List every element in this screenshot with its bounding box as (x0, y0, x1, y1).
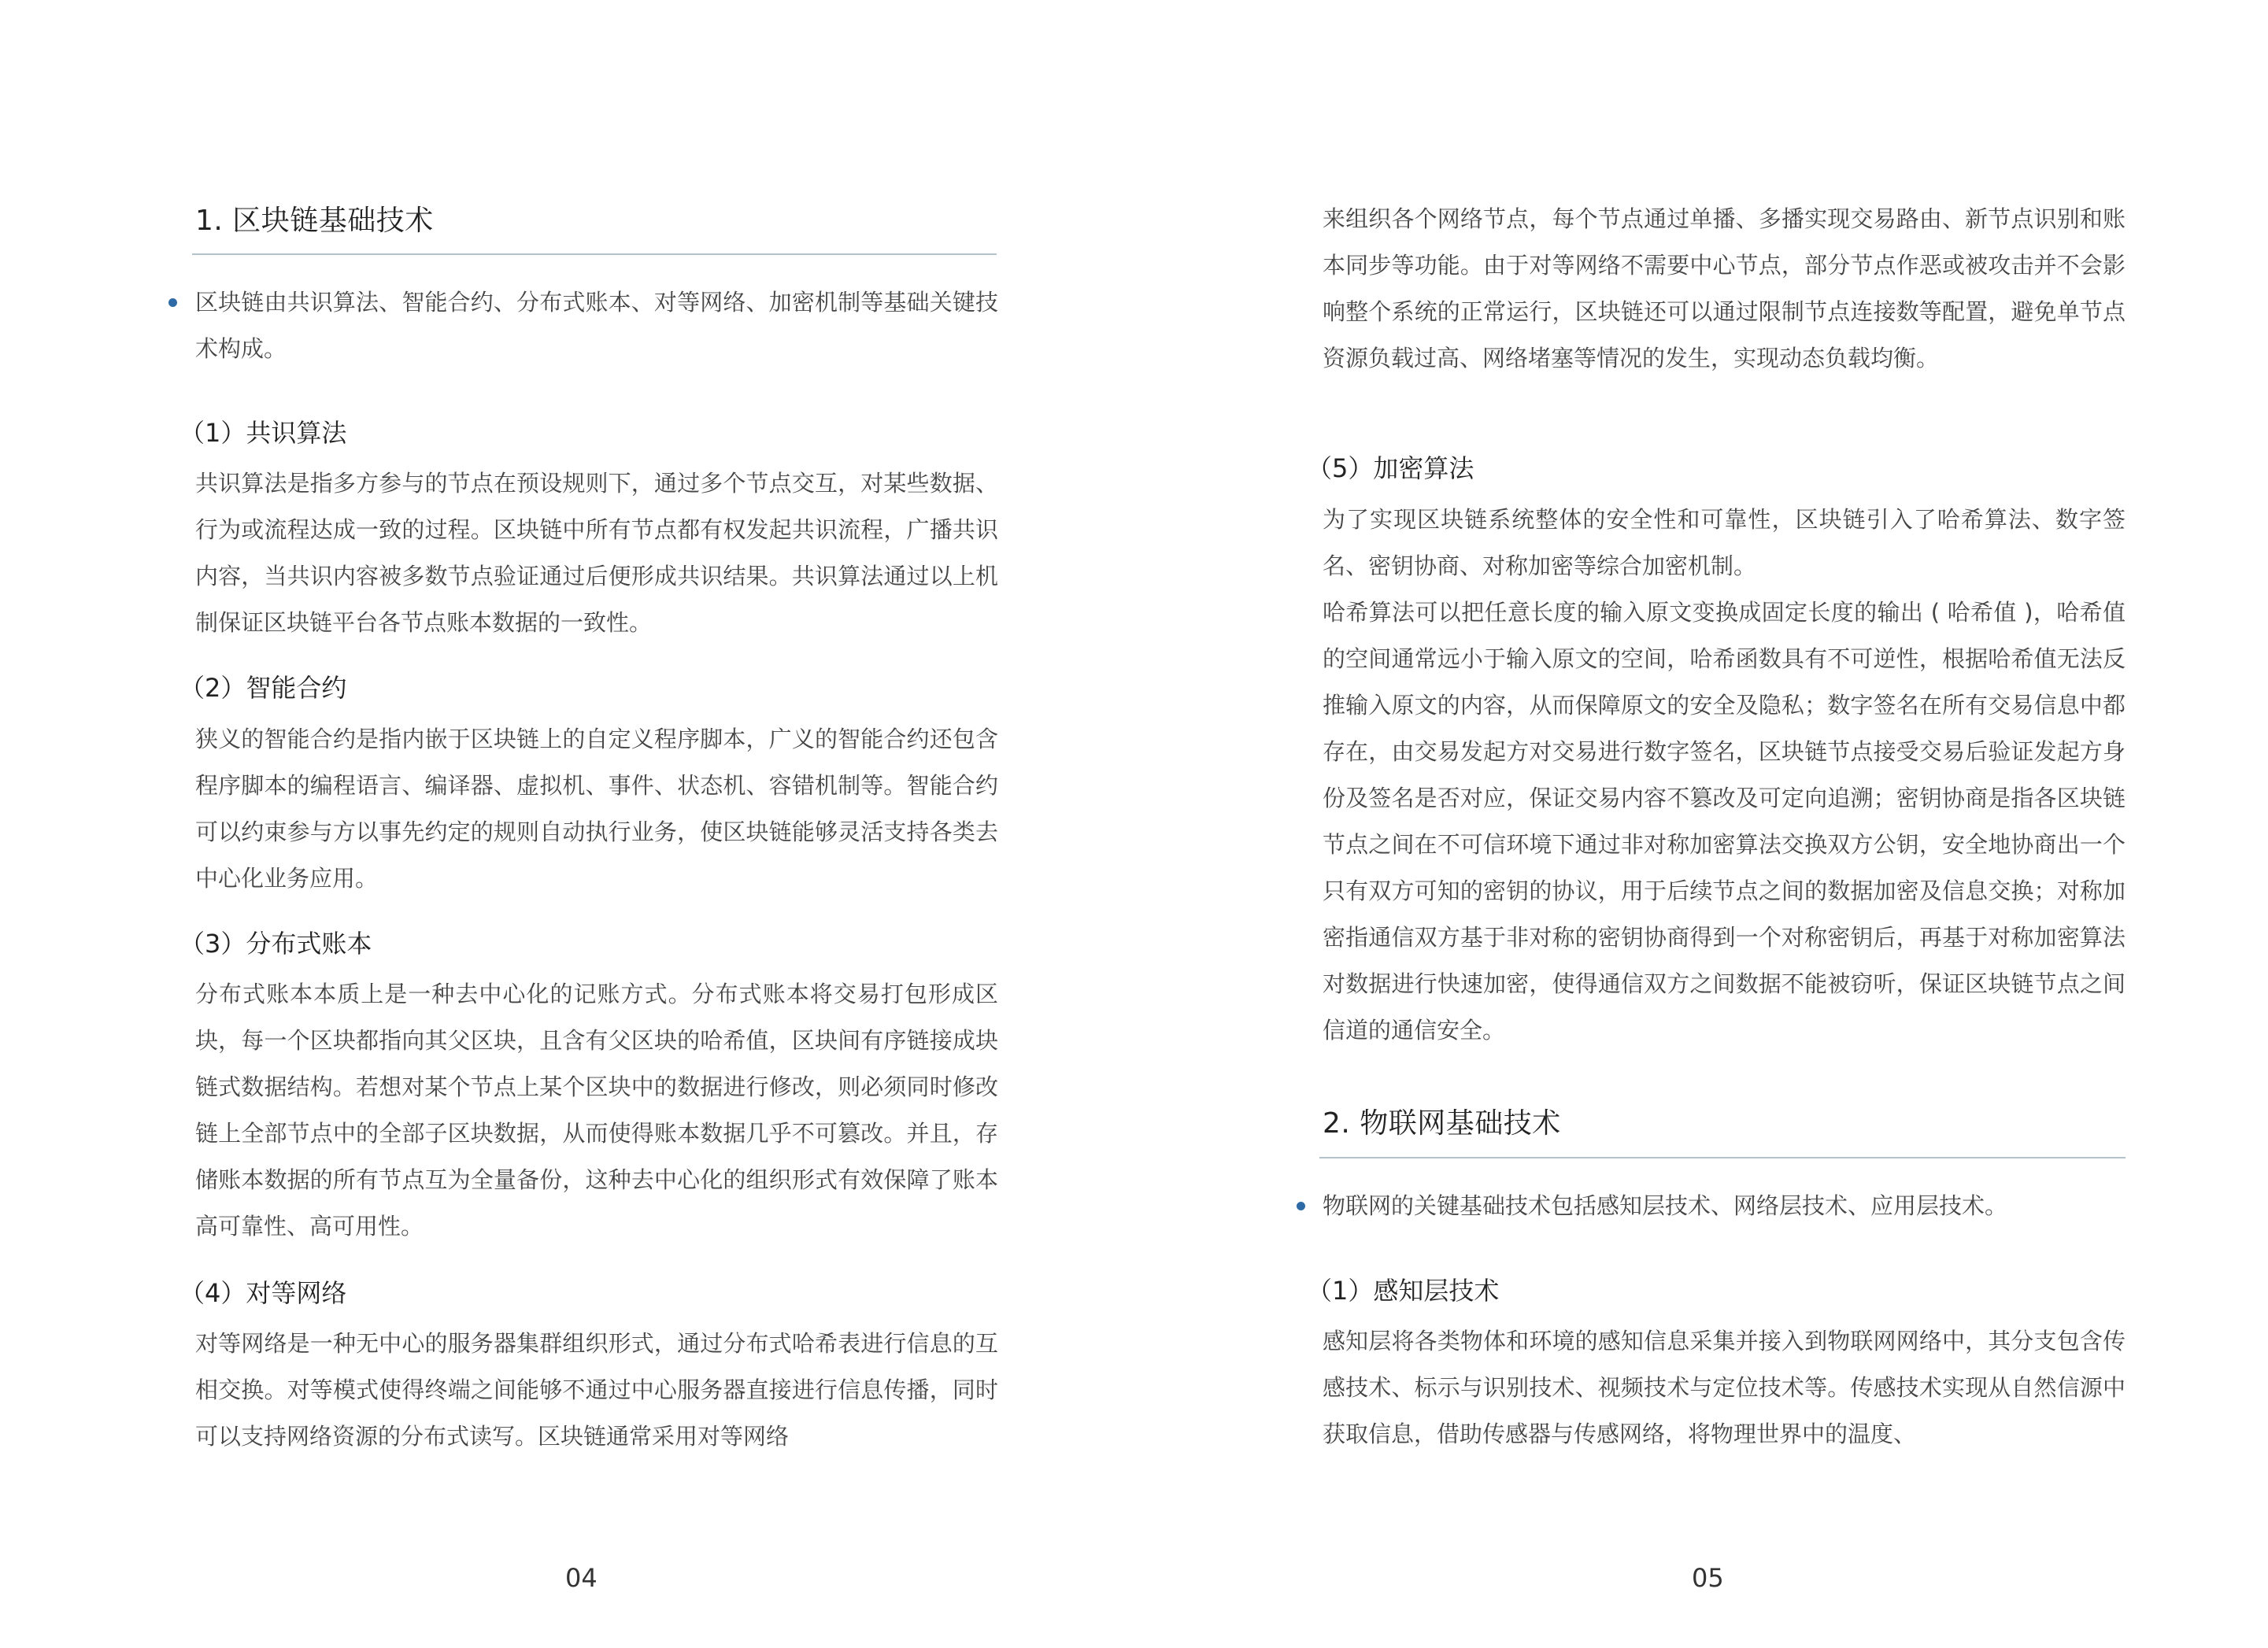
right-page (1134, 0, 2268, 1648)
paragraph-smart-contract: 狭义的智能合约是指内嵌于区块链上的自定义程序脚本，广义的智能合约还包含程序脚本的编程语言、编译器、虚拟机、事件、状态机、容错机制等。智能合约可以约束参与方以事先约定的规则自动执行业务，使区块链能够灵活支持各类去中心化业务应用。 (195, 726, 998, 892)
page-number-right: 05 (1692, 1563, 1724, 1593)
section-heading-blockchain: 1. 区块链基础技术 (195, 205, 434, 237)
paragraph-p2p-network: 对等网络是一种无中心的服务器集群组织形式，通过分布式哈希表进行信息的互相交换。对等模式使得终端之间能够不通过中心服务器直接进行信息传播，同时可以支持网络资源的分布式读写。区块链通常采用对等网络 (195, 1330, 998, 1450)
paragraph-encryption-intro: 为了实现区块链系统整体的安全性和可靠性，区块链引入了哈希算法、数字签名、密钥协商、对称加密等综合加密机制。 (1323, 506, 2126, 579)
paragraph-encryption-detail: 哈希算法可以把任意长度的输入原文变换成固定长度的输出 ( 哈希值 )，哈希值的空间通常远小于输入原文的空间，哈希函数具有不可逆性，根据哈希值无法反推输入原文的内容，从而保障原文的安全及隐私；数字签名在所有交易信息中都存在，由交易发起方对交易进行数字签名，区块链节点接受交易后验证发起方身份及签名是否对应，保证交易内容不篡改及可定向追溯；密钥协商是指各区块链节点之间在不可信环境下通过非对称加密算法交换双方公钥，安全地协商出一个只有双方可知的密钥的协议，用于后续节点之间的数据加密及信息交换；对称加密指通信双方基于非对称的密钥协商得到一个对称密钥后，再基于对称加密算法对数据进行快速加密，使得通信双方之间数据不能被窃听，保证区块链节点之间信道的通信安全。 (1323, 599, 2126, 1044)
intro-paragraph: 区块链由共识算法、智能合约、分布式账本、对等网络、加密机制等基础关键技术构成。 (195, 289, 998, 362)
subheading-encryption: （5）加密算法 (1307, 453, 1474, 483)
heading-rule (1319, 1157, 2126, 1158)
subheading-consensus: （1）共识算法 (179, 418, 347, 448)
paragraph-p2p-continued: 来组织各个网络节点，每个节点通过单播、多播实现交易路由、新节点识别和账本同步等功能。由于对等网络不需要中心节点，部分节点作恶或被攻击并不会影响整个系统的正常运行，区块链还可以通过限制节点连接数等配置，避免单节点资源负载过高、网络堵塞等情况的发生，实现动态负载均衡。 (1323, 205, 2126, 371)
page-number-left: 04 (565, 1563, 598, 1593)
intro-paragraph-iot: 物联网的关键基础技术包括感知层技术、网络层技术、应用层技术。 (1323, 1192, 2008, 1219)
bullet-icon (168, 298, 177, 307)
paragraph-consensus: 共识算法是指多方参与的节点在预设规则下，通过多个节点交互，对某些数据、行为或流程达成一致的过程。区块链中所有节点都有权发起共识流程，广播共识内容，当共识内容被多数节点验证通过后便形成共识结果。共识算法通过以上机制保证区块链平台各节点账本数据的一致性。 (195, 470, 998, 636)
paragraph-distributed-ledger: 分布式账本本质上是一种去中心化的记账方式。分布式账本将交易打包形成区块，每一个区块都指向其父区块，且含有父区块的哈希值，区块间有序链接成块链式数据结构。若想对某个节点上某个区块中的数据进行修改，则必须同时修改链上全部节点中的全部子区块数据，从而使得账本数据几乎不可篡改。并且，存储账本数据的所有节点互为全量备份，这种去中心化的组织形式有效保障了账本高可靠性、高可用性。 (195, 981, 998, 1240)
section-heading-iot: 2. 物联网基础技术 (1323, 1107, 1561, 1140)
subheading-perception: （1）感知层技术 (1307, 1276, 1500, 1306)
subheading-distributed-ledger: （3）分布式账本 (179, 929, 372, 959)
subheading-smart-contract: （2）智能合约 (179, 673, 347, 703)
paragraph-perception: 感知层将各类物体和环境的感知信息采集并接入到物联网网络中，其分支包含传感技术、标示与识别技术、视频技术与定位技术等。传感技术实现从自然信源中获取信息，借助传感器与传感网络，将物理世界中的温度、 (1323, 1328, 2126, 1447)
heading-rule (192, 253, 997, 255)
bullet-icon (1297, 1202, 1305, 1210)
subheading-p2p-network: （4）对等网络 (179, 1278, 347, 1308)
